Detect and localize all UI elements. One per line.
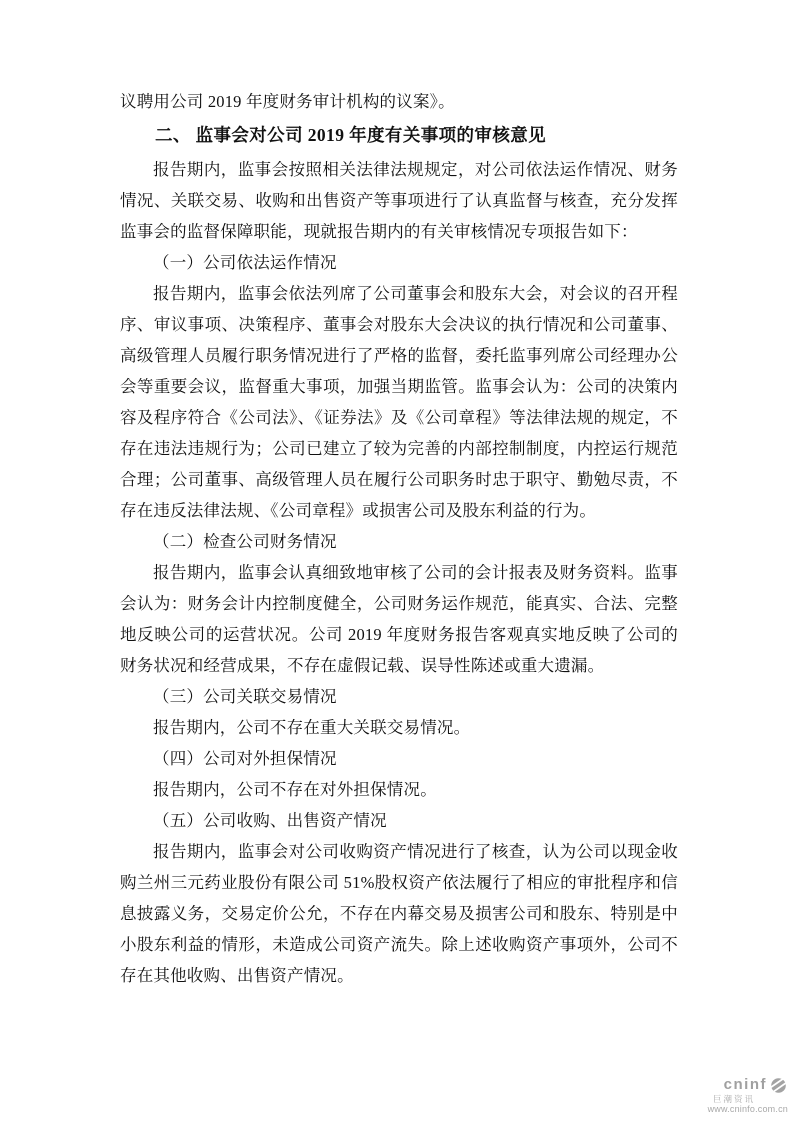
subsection-title-4: （四）公司对外担保情况 [153,749,337,768]
paragraph-item-1: 报告期内，监事会依法列席了公司董事会和股东大会，对会议的召开程序、审议事项、决策程序、董事会对股东大会决议的执行情况和公司董事、高级管理人员履行职务情况进行了严格的监督，委托监事列席公司经理办公会等重要会议，监督重大事项，加强当期监管。监事会认为：公司的决策内容及程序符合《公司法》、《证券法》及《公司章程》等法律法规的规定，不存在违法违规行为；公司已建立了较为完善的内部控制制度，内控运行规范合理；公司董事、高级管理人员在履行公司职务时忠于职守、勤勉尽责，不存在违反法律法规、《公司章程》或损害公司及股东利益的行为。 [120,284,678,520]
cninfo-brand-row [659,1077,789,1094]
cninfo-url: www.cninfo.com.cn [707,1103,788,1114]
cninfo-swirl-icon [770,1077,787,1094]
paragraph-item-4: 报告期内，公司不存在对外担保情况。 [153,780,437,799]
cninfo-brand-text: cninf [723,1076,767,1094]
cninfo-chinese-name: 巨潮资讯 [712,1093,755,1104]
subsection-title-2: （二）检查公司财务情况 [153,532,337,551]
paragraph-continuation: 议聘用公司 2019 年度财务审计机构的议案》。 [120,92,455,111]
section-heading: 二、 监事会对公司 2019 年度有关事项的审核意见 [155,125,547,145]
cninfo-watermark [659,1077,789,1114]
paragraph-item-2: 报告期内，监事会认真细致地审核了公司的会计报表及财务资料。监事会认为：财务会计内控制度健全，公司财务运作规范，能真实、合法、完整地反映公司的运营状况。公司 2019 年度财务报告客观真实地反映了公司的财务状况和经营成果，不存在虚假记载、误导性陈述或重大遗漏。 [120,563,678,675]
subsection-title-5: （五）公司收购、出售资产情况 [153,811,387,830]
subsection-title-3: （三）公司关联交易情况 [153,687,337,706]
paragraph-item-5: 报告期内，监事会对公司收购资产情况进行了核查，认为公司以现金收购兰州三元药业股份有限公司 51%股权资产依法履行了相应的审批程序和信息披露义务，交易定价公允，不存在内幕交易及损害公司和股东、特别是中小股东利益的情形，未造成公司资产流失。除上述收购资产事项外，公司不存在其他收购、出售资产情况。 [120,842,678,985]
document-body [120,86,678,991]
paragraph-intro: 报告期内，监事会按照相关法律法规规定，对公司依法运作情况、财务情况、关联交易、收购和出售资产等事项进行了认真监督与核查，充分发挥监事会的监督保障职能，现就报告期内的有关审核情况专项报告如下： [120,160,678,241]
paragraph-item-3: 报告期内，公司不存在重大关联交易情况。 [153,718,471,737]
subsection-title-1: （一）公司依法运作情况 [153,253,337,272]
